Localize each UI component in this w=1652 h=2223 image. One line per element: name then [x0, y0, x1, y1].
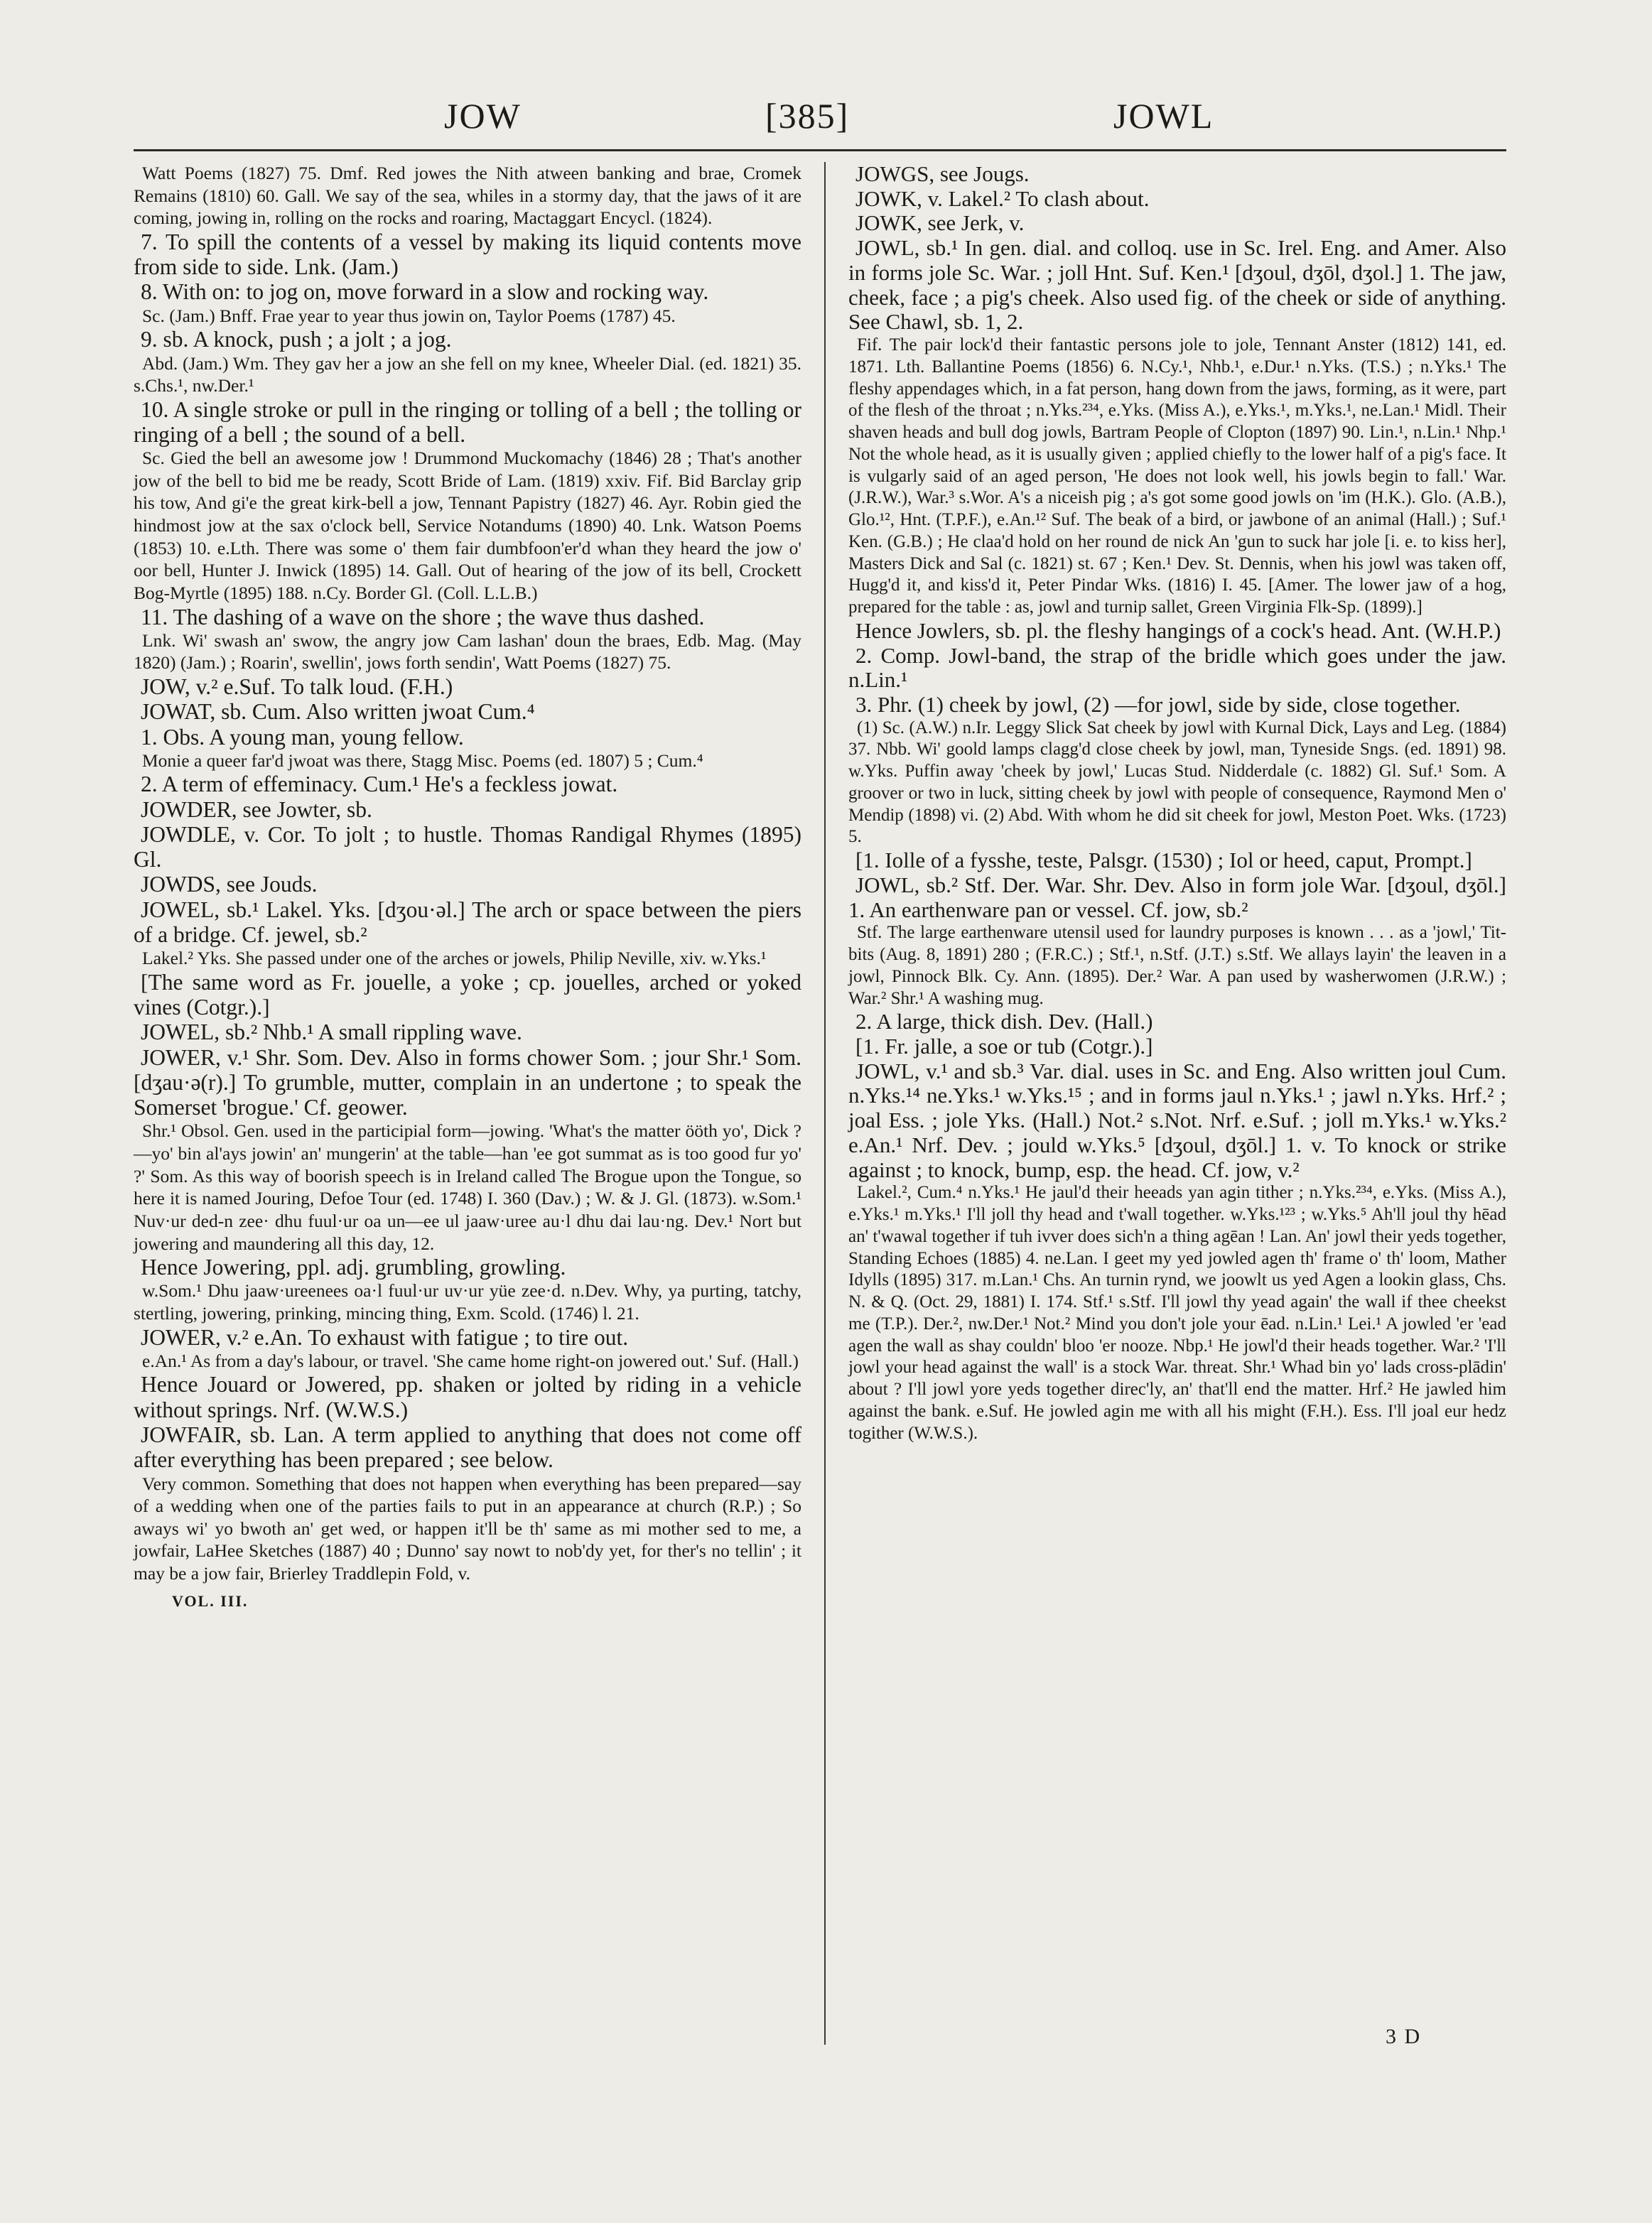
entry-paragraph: JOWL, sb.² Stf. Der. War. Shr. Dev. Also in form jole War. [dʒoul, dʒōl.] 1. An earthenware pan or vessel. Cf. jow, sb.²	[848, 872, 1506, 922]
entry-paragraph: 1. Obs. A young man, young fellow.	[141, 724, 464, 750]
entry-paragraph: JOWDLE, v. Cor. To jolt ; to hustle. Thomas Randigal Rhymes (1895) Gl.	[134, 821, 801, 872]
entry-paragraph: JOWK, see Jerk, v.	[855, 210, 1025, 236]
entry-paragraph: 2. A large, thick dish. Dev. (Hall.)	[855, 1009, 1153, 1034]
header-rule	[134, 149, 1506, 151]
entry-paragraph: JOWDS, see Jouds.	[141, 872, 318, 897]
quote-paragraph: (1) Sc. (A.W.) n.Ir. Leggy Slick Sat cheek by jowl with Kurnal Dick, Lays and Leg. (1884) 37. Nbb. Wi' goold lamps clagg'd close cheek by jowl, man, Tyneside Sngs. (ed. 1891) 98. w.Yks. Puffin away 'cheek by jowl,' Lucas Stud. Nidderdale (c. 1882) Gl. Suf.¹ Som. A groover or two in luck, sitting cheek by jowl with people of consequence, Raymond Men o' Mendip (1898) vi. (2) Abd. With whom he did sit cheek for jowl, Meston Poet. Wks. (1723) 5.	[848, 718, 1506, 847]
entry-paragraph: 11. The dashing of a wave on the shore ; the wave thus dashed.	[141, 604, 705, 629]
signature-mark: 3 D	[1386, 2025, 1422, 2048]
quote-paragraph: Sc. Gied the bell an awesome jow ! Drummond Muckomachy (1846) 28 ; That's another jow of the bell to bid me be ready, Scott Bride of Lam. (1819) xxiv. Fif. Bid Barclay grip his tow, And gi'e the great kirk-bell a jow, Tennant Papistry (1827) 46. Ayr. Robin gied the hindmost jow at the sax o'clock bell, Service Notandums (1890) 40. Lnk. Watson Poems (1853) 10. e.Lth. There was some o' them fair dumbfoon'er'd whan they heard the jow o' oor bell, Hunter J. Inwick (1895) 14. Gall. Out of hearing of the jow of its bell, Crockett Bog-Myrtle (1895) 188. n.Cy. Border Gl. (Coll. L.L.B.)	[134, 448, 801, 603]
entry-paragraph: Hence Jowering, ppl. adj. grumbling, growling.	[141, 1255, 566, 1280]
quote-paragraph: Watt Poems (1827) 75. Dmf. Red jowes the Nith atween banking and brae, Cromek Remains (1810) 60. Gall. We say of the sea, whiles in a stormy day, that the jaws of it are coming, jowing in, rolling on the rocks and roaring, Mactaggart Encycl. (1824).	[134, 163, 801, 229]
entry-paragraph: JOWL, sb.¹ In gen. dial. and colloq. use in Sc. Irel. Eng. and Amer. Also in forms jole Sc. War. ; joll Hnt. Suf. Ken.¹ [dʒoul, dʒōl, dʒol.] 1. The jaw, cheek, face ; a pig's cheek. Also used fig. of the cheek or side of anything. See Chawl, sb. 1, 2.	[848, 235, 1506, 335]
entry-paragraph: 10. A single stroke or pull in the ringing or tolling of a bell ; the tolling or ringing of a bell ; the sound of a bell.	[134, 396, 801, 447]
entry-paragraph: 7. To spill the contents of a vessel by making its liquid contents move from side to side. Lnk. (Jam.)	[134, 229, 801, 280]
entry-paragraph: [1. Fr. jalle, a soe or tub (Cotgr.).]	[855, 1034, 1153, 1059]
quote-paragraph: e.An.¹ As from a day's labour, or travel. 'She came home right-on jowered out.' Suf. (Hall.)	[142, 1350, 799, 1371]
page-number: [385]	[765, 96, 850, 136]
entry-paragraph: JOWL, v.¹ and sb.³ Var. dial. uses in Sc. and Eng. Also written joul Cum. n.Yks.¹⁴ ne.Yks.¹ w.Yks.¹⁵ ; and in forms jaul n.Yks.¹ ; jawl n.Yks. Hrf.² ; joal Ess. ; jole Yks. (Hall.) Not.² s.Not. Nrf. e.Suf. ; joll m.Yks.¹ w.Yks.² e.An.¹ Nrf. Dev. ; jould w.Yks.⁵ [dʒoul, dʒōl.] 1. v. To knock or strike against ; to knock, bump, esp. the head. Cf. jow, v.²	[848, 1058, 1506, 1182]
quote-paragraph: Shr.¹ Obsol. Gen. used in the participial form—jowing. 'What's the matter ööth yo', Dick ?—yo' bin al'ays jowin' an' mungerin' at the table—han 'ee got summat as is too good fur yo' ?' Som. As this way of boorish speech is in Ireland called The Brogue upon the Tongue, so here it is named Jouring, Defoe Tour (ed. 1748) I. 360 (Dav.) ; W. & J. Gl. (1873). w.Som.¹ Nuv·ur ded-n zee· dhu fuul·ur oa un—ee ul jaaw·uree au·l dhu dai lau·ng. Dev.¹ Nort but jowering and maundering all this day, 12.	[134, 1120, 801, 1254]
column-divider	[824, 162, 826, 2045]
entry-paragraph: JOW, v.² e.Suf. To talk loud. (F.H.)	[141, 674, 453, 699]
left-column	[134, 162, 801, 1611]
entry-paragraph: JOWEL, sb.² Nhb.¹ A small rippling wave.	[141, 1019, 522, 1045]
quote-paragraph: Very common. Something that does not happen when everything has been prepared—say of a wedding when one of the parties fails to put in an appearance at church (R.P.) ; So aways wi' yo bwoth an' get wed, or happen it'll be th' same as mi mother sed to me, a jowfair, LaHee Sketches (1887) 40 ; Dunno' say nowt to nob'dy yet, for ther's no tellin' ; it may be a jow fair, Brierley Traddlepin Fold, v.	[134, 1473, 801, 1584]
quote-paragraph: Stf. The large earthenware utensil used for laundry purposes is known . . . as a 'jowl,' Tit-bits (Aug. 8, 1891) 280 ; (F.R.C.) ; Stf.¹, n.Stf. (J.T.) s.Stf. We allays layin' the leaven in a jowl, Pinnock Blk. Cy. Ann. (1895). Der.² War. A pan used by washerwomen (J.R.W.) ; War.² Shr.¹ A washing mug.	[848, 923, 1506, 1008]
entry-paragraph: JOWEL, sb.¹ Lakel. Yks. [dʒou·əl.] The arch or space between the piers of a bridge. Cf. jewel, sb.²	[134, 897, 801, 947]
right-column	[848, 162, 1506, 1444]
quote-paragraph: Abd. (Jam.) Wm. They gav her a jow an she fell on my knee, Wheeler Dial. (ed. 1821) 35. s.Chs.¹, nw.Der.¹	[134, 352, 801, 396]
entry-paragraph: JOWK, v. Lakel.² To clash about.	[855, 185, 1150, 211]
entry-paragraph: JOWFAIR, sb. Lan. A term applied to anything that does not come off after everything has been prepared ; see below.	[134, 1422, 801, 1473]
entry-paragraph: 2. A term of effeminacy. Cum.¹ He's a feckless jowat.	[141, 772, 618, 797]
entry-paragraph: 3. Phr. (1) cheek by jowl, (2) —for jowl, side by side, close together.	[855, 691, 1461, 717]
header-left-word: JOW	[444, 96, 522, 136]
entry-paragraph: JOWDER, see Jowter, sb.	[141, 796, 372, 822]
entry-paragraph: [1. Iolle of a fysshe, teste, Palsgr. (1530) ; Iol or heed, caput, Prompt.]	[855, 848, 1472, 873]
running-header	[135, 95, 1503, 145]
entry-paragraph: JOWER, v.² e.An. To exhaust with fatigue ; to tire out.	[141, 1324, 629, 1350]
entry-paragraph: 2. Comp. Jowl-band, the strap of the bridle which goes under the jaw. n.Lin.¹	[848, 642, 1506, 693]
entry-paragraph: 9. sb. A knock, push ; a jolt ; a jog.	[141, 327, 452, 352]
entry-paragraph: Hence Jowlers, sb. pl. the fleshy hangings of a cock's head. Ant. (W.H.P.)	[855, 617, 1501, 643]
entry-paragraph: 8. With on: to jog on, move forward in a slow and rocking way.	[141, 279, 709, 305]
quote-paragraph: Lnk. Wi' swash an' swow, the angry jow Cam lashan' doun the braes, Edb. Mag. (May 1820) (Jam.) ; Roarin', swellin', jows forth sendin', Watt Poems (1827) 75.	[134, 629, 801, 674]
quote-paragraph: Monie a queer far'd jwoat was there, Stagg Misc. Poems (ed. 1807) 5 ; Cum.⁴	[142, 750, 703, 771]
quote-paragraph: Lakel.², Cum.⁴ n.Yks.¹ He jaul'd their heeads yan agin tither ; n.Yks.²³⁴, e.Yks. (Miss A.), e.Yks.¹ m.Yks.¹ I'll joll thy head and t'wall together. w.Yks.¹²³ ; w.Yks.⁵ Ah'll joul thy hēad an' t'wawal together if tuh ivver does sich'n a thing agēan ! Lan. An' jowl their yeds together, Standing Echoes (1885) 4. ne.Lan. I geet my yed jowled agen th' frame o' th' loom, Mather Idylls (1895) 317. m.Lan.¹ Chs. An turnin rynd, we joowlt us yed Agen a lookin glass, Chs. N. & Q. (Oct. 29, 1881) I. 174. Stf.¹ s.Stf. I'll jowl thy yead again' the wall if thee cheekst me (T.P.). Der.², nw.Der.¹ Not.² Mind you don't jole your ēad. n.Lin.¹ Lei.¹ A jowled 'er 'ead agen the wall as shay couldn' bloo 'er nooze. Nbp.¹ He jowl'd their heads together. War.² 'I'll jowl your head against the wall' is a stock War. threat. Shr.¹ Whad bin yo' lads cross-plādin' about ? I'll jowl yore yeds together direc'ly, an' that'll end the matter. Hrf.² He jawled him against the bank. e.Suf. He jowled agin me with all his might (F.H.). Ess. I'll joal eur hedz togither (W.W.S.).	[848, 1183, 1506, 1443]
entry-paragraph: [The same word as Fr. jouelle, a yoke ; cp. jouelles, arched or yoked vines (Cotgr.).]	[134, 969, 801, 1020]
quote-paragraph: Sc. (Jam.) Bnff. Frae year to year thus jowin on, Taylor Poems (1787) 45.	[142, 305, 676, 326]
entry-paragraph: JOWER, v.¹ Shr. Som. Dev. Also in forms chower Som. ; jour Shr.¹ Som. [dʒau·ə(r).] To grumble, mutter, complain in an undertone ; to speak the Somerset 'brogue.' Cf. geower.	[134, 1044, 801, 1120]
quote-paragraph: Lakel.² Yks. She passed under one of the arches or jowels, Philip Neville, xiv. w.Yks.¹	[142, 948, 767, 969]
volume-label: VOL. III.	[172, 1591, 249, 1610]
entry-paragraph: JOWAT, sb. Cum. Also written jwoat Cum.⁴	[141, 699, 535, 725]
quote-paragraph: w.Som.¹ Dhu jaaw·ureenees oa·l fuul·ur uv·ur yüe zee·d. n.Dev. Why, ya purting, tatchy, stertling, jowering, prinking, mincing thing, Exm. Scold. (1746) l. 21.	[134, 1280, 801, 1324]
entry-paragraph: JOWGS, see Jougs.	[855, 161, 1030, 186]
entry-paragraph: Hence Jouard or Jowered, pp. shaken or jolted by riding in a vehicle without springs. Nrf. (W.W.S.)	[134, 1372, 801, 1422]
header-right-word: JOWL	[1113, 96, 1214, 136]
quote-paragraph: Fif. The pair lock'd their fantastic persons jole to jole, Tennant Anster (1812) 141, ed. 1871. Lth. Ballantine Poems (1856) 6. N.Cy.¹, Nhb.¹, e.Dur.¹ n.Yks. (T.S.) ; n.Yks.¹ The fleshy appendages which, in a fat person, hang down from the jaws, forming, as it were, part of the flesh of the throat ; n.Yks.²³⁴, e.Yks. (Miss A.), e.Yks.¹, m.Yks.¹, ne.Lan.¹ Midl. Their shaven heads and bull dog jowls, Bartram People of Clopton (1897) 90. Lin.¹, n.Lin.¹ Nhp.¹ Not the whole head, as it is usually given ; applied chiefly to the lower half of a pig's face. It is vulgarly said of an aged person, 'He does not look well, his jowls begin to fall.' War. (J.R.W.), War.³ s.Wor. A's a niceish pig ; a's got some good jowls on 'im (H.K.). Glo. (A.B.), Glo.¹², Hnt. (T.P.F.), e.An.¹² Suf. The beak of a bird, or jawbone of an animal (Hall.) ; Suf.¹ Ken. (G.B.) ; He claa'd hold on her round de nick An 'gun to suck har jole [i. e. to kiss her], Masters Dick and Sal (c. 1821) st. 67 ; Ken.¹ Dev. St. Dennis, when his jowl was taken off, Hugg'd it, and kiss'd it, Peter Pindar Wks. (1816) I. 45. [Amer. The lower jaw of a hog, prepared for the table : as, jowl and turnip sallet, Green Virginia Flk-Sp. (1899).]	[848, 335, 1506, 617]
